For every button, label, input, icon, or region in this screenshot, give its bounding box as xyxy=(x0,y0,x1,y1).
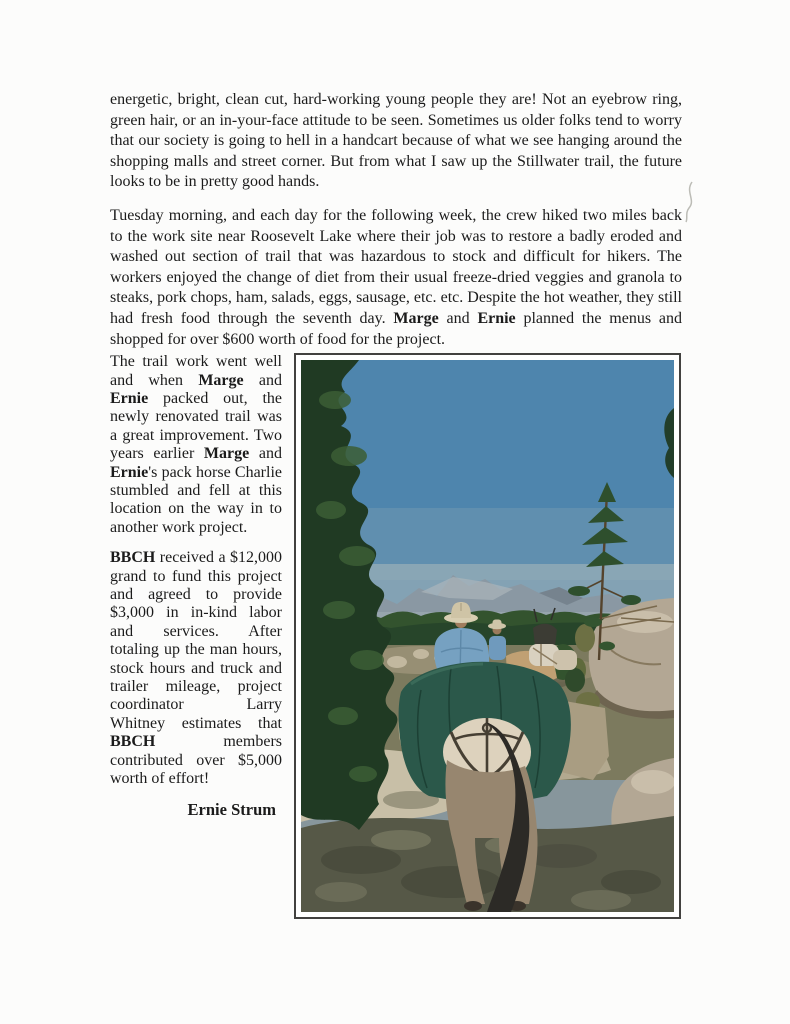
text-segment: Tuesday morning, and each day for the following week, the crew hiked two miles back to the work site near Roosevelt Lake where their job was to restore a badly eroded and washed out section of trail that was hazardous to stock and difficult for hikers. The workers enjoyed the change of diet from their usual freeze-dried veggies and granola to steaks, pork chops, ham, salads, eggs, sausage, etc. etc. Despite the hot weather, they still had fresh food through the seventh day. xyxy=(110,206,682,327)
text-segment: and xyxy=(249,445,282,463)
text-segment: 's pack horse Charlie stumbled and fell at this location on the way in to another work project. xyxy=(110,463,282,536)
trail-paragraph xyxy=(110,353,282,537)
name-marge: Marge xyxy=(393,309,439,327)
grant-paragraph xyxy=(110,549,282,788)
trail-photo-frame xyxy=(294,353,681,919)
pack-train-photo-illustration xyxy=(301,360,674,912)
hoof xyxy=(464,901,482,911)
name-ernie: Ernie xyxy=(477,309,516,327)
text-segment: planned the menus and shopped for over $600 worth of food for the project. xyxy=(110,309,682,348)
second-rider xyxy=(488,620,506,661)
boulder-lower-highlight xyxy=(631,770,674,794)
name-ernie: Ernie xyxy=(110,463,149,481)
intro-paragraph: energetic, bright, clean cut, hard-working young people they are! Not an eyebrow ring, green hair, or an in-your-face attitude to be seen. Sometimes us older folks tend to worry that our society is going to hell in a handcart because of what we see hanging around the shopping malls and street corner. But from what I saw up the Stillwater trail, the future looks to be in pretty good hands. xyxy=(110,91,682,191)
text-segment: received a $12,000 grand to fund this project and agreed to provide $3,000 in in-kind labor and services. After totaling up the man hours, stock hours and truck and trailer mileage, project coordinator Larry Whitney estimates that xyxy=(110,549,282,732)
pack-train-photo xyxy=(301,360,674,912)
page-content xyxy=(110,90,682,919)
scan-artifact-mark xyxy=(680,180,704,224)
text-segment: members contributed over $5,000 worth of effort! xyxy=(110,733,282,788)
name-bbch: BBCH xyxy=(110,549,156,567)
column-and-photo-section xyxy=(110,353,682,919)
text-segment: and xyxy=(438,309,478,327)
name-bbch: BBCH xyxy=(110,733,156,751)
week-paragraph xyxy=(110,206,682,350)
text-segment: The trail work went well and when xyxy=(110,353,282,389)
text-segment: packed out, the newly renovated trail was a great improvement. Two years earlier xyxy=(110,389,282,463)
text-segment: and xyxy=(243,371,282,389)
left-column xyxy=(110,353,282,819)
name-ernie: Ernie xyxy=(110,389,149,407)
signature: Ernie Strum xyxy=(187,800,276,820)
name-marge: Marge xyxy=(198,371,244,389)
name-marge: Marge xyxy=(203,445,250,463)
